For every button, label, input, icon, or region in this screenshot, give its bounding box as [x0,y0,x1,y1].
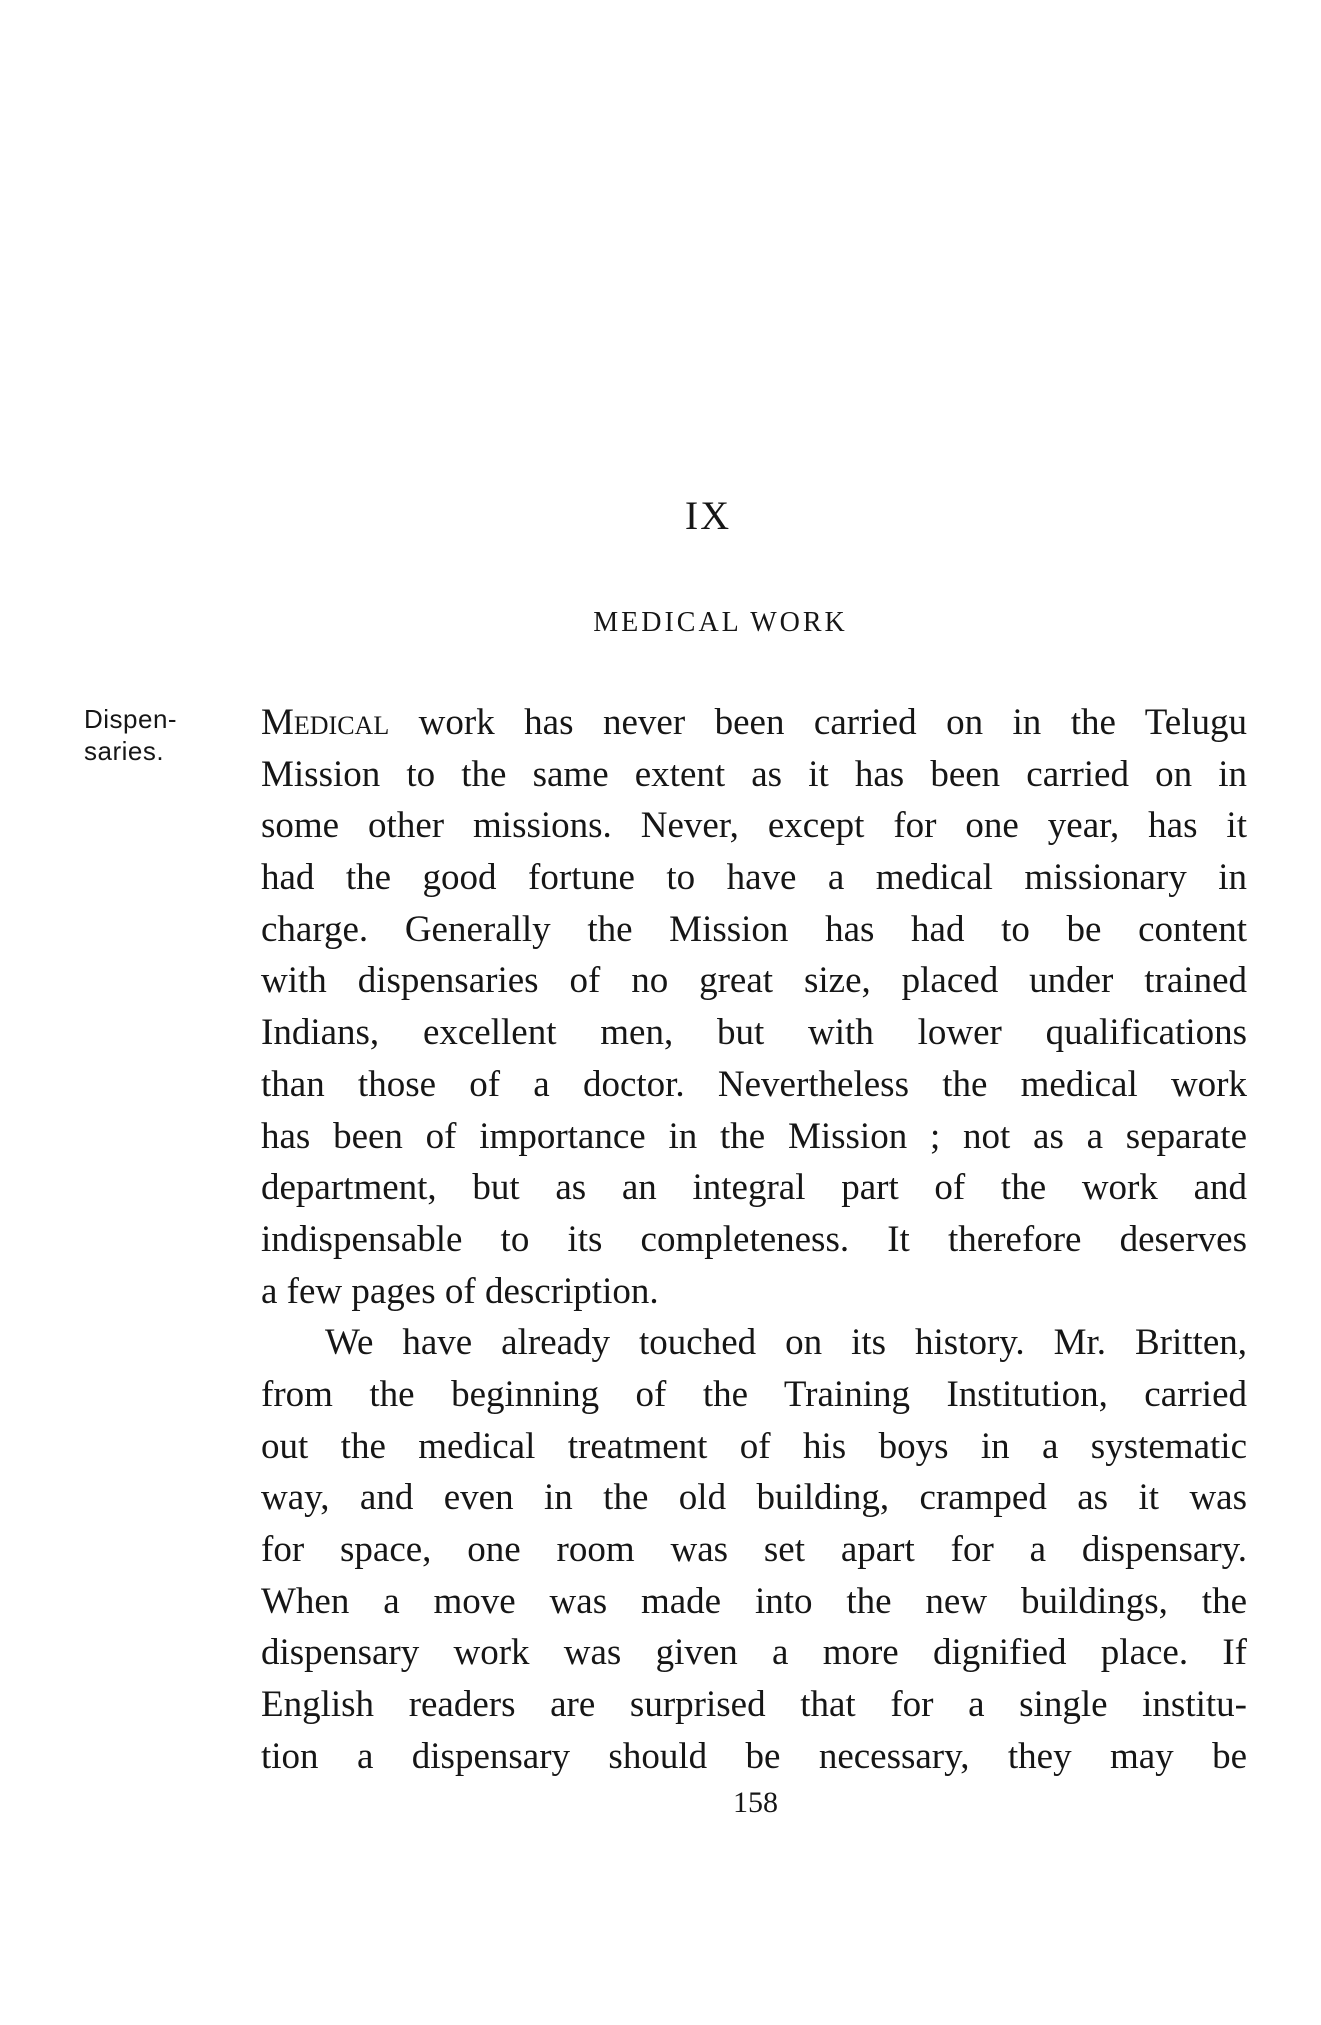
text-line: dispensary work was given a more dignified place. If [261,1632,1247,1674]
text-line: indispensable to its completeness. It therefore deserves [261,1218,1247,1260]
margin-note-line: saries. [84,736,165,766]
opening-word: Medical [261,702,390,743]
text-line: has been of importance in the Mission ; not as a separate [261,1115,1247,1157]
text-line: some other missions. Never, except for one year, has it [261,805,1247,847]
text-line: English readers are surprised that for a single institu- [261,1684,1247,1726]
text-line: When a move was made into the new buildings, the [261,1580,1247,1622]
line-text: work has never been carried on in the Telugu [389,702,1247,743]
text-line: for space, one room was set apart for a dispensary. [261,1529,1247,1570]
text-line [261,697,1247,749]
text-line: Indians, excellent men, but with lower qualifications [261,1012,1247,1054]
text-line: tion a dispensary should be necessary, they may be [261,1735,1247,1777]
text-line: with dispensaries of no great size, placed under trained [261,960,1247,1002]
text-line: from the beginning of the Training Institution, carried [261,1373,1247,1415]
text-line: out the medical treatment of his boys in a systematic [261,1425,1247,1467]
text-line: way, and even in the old building, cramped as it was [261,1477,1247,1519]
chapter-title: MEDICAL WORK [593,607,848,638]
text-line: charge. Generally the Mission has had to be content [261,908,1247,950]
text-line: than those of a doctor. Nevertheless the medical work [261,1063,1247,1105]
chapter-number: IX [684,493,732,538]
text-line: department, but as an integral part of the work and [261,1167,1247,1209]
page-number: 158 [733,1786,778,1819]
body-text [261,697,1247,1782]
paragraph-1 [261,697,1247,1317]
text-line: We have already touched on its history. Mr. Britten, [325,1322,1247,1364]
margin-note-line: Dispen- [84,704,178,734]
text-line: Mission to the same extent as it has been carried on in [261,753,1247,795]
text-line: had the good fortune to have a medical missionary in [261,857,1247,899]
margin-note [84,703,234,767]
text-line: a few pages of description. [261,1270,659,1312]
paragraph-2 [261,1317,1247,1782]
